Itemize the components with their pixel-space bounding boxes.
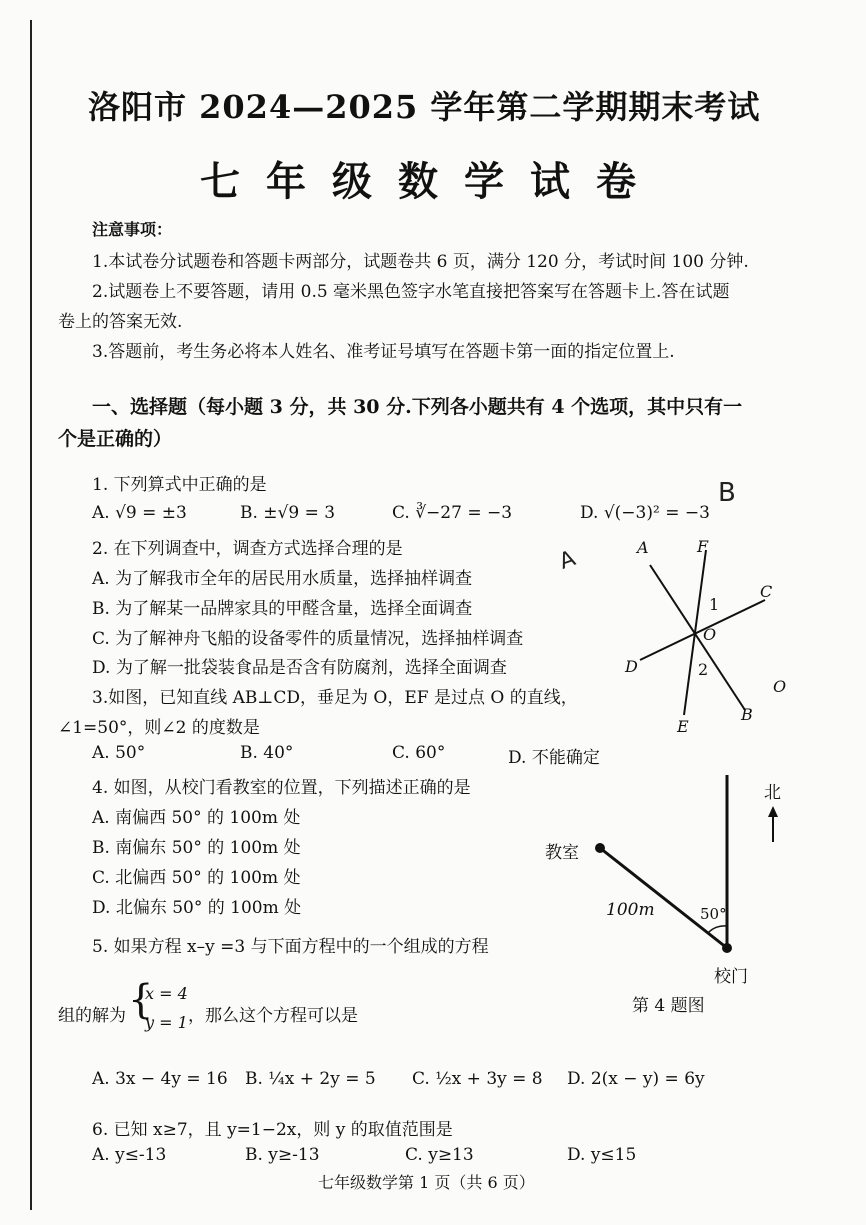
section-1-heading-cont: 个是正确的） [58,428,173,450]
q6-option-d: D. y≤15 [567,1145,637,1165]
angle-label: 50° [700,905,727,923]
q3-label-e: E [677,717,689,736]
gate-label: 校门 [714,967,748,987]
q3-label-1: 1 [709,595,720,614]
q4-option-a: A. 南偏西 50° 的 100m 处 [92,808,301,828]
q5-system-brace: { [128,977,154,1023]
q5-option-c: C. ½x + 3y = 8 [412,1069,543,1089]
q1-handwritten-mark: B [718,478,736,508]
q6-option-c: C. y≥13 [405,1145,474,1165]
q3-option-c: C. 60° [392,743,446,763]
distance-label: 100m [606,900,655,920]
q5-option-a: A. 3x − 4y = 16 [92,1069,228,1089]
q1-option-c: C. ∛−27 = −3 [392,503,513,523]
q6-option-b: B. y≥-13 [245,1145,320,1165]
q2-option-d: D. 为了解一批袋装食品是否含有防腐剂，选择全面调查 [92,658,507,678]
q5-stem-lead: 组的解为 [58,1006,126,1026]
q3-label-c: C [760,582,773,601]
q3-label-o: O [703,625,717,644]
q4-option-c: C. 北偏西 50° 的 100m 处 [92,868,301,888]
q6-option-a: A. y≤-13 [92,1145,167,1165]
q1-option-d: D. √(−3)² = −3 [580,503,710,523]
q3-label-a: A [637,538,649,557]
exam-subtitle: 七年级数学试卷 [200,158,662,205]
q3-stem-line1: 3.如图，已知直线 AB⊥CD，垂足为 O，EF 是过点 O 的直线， [92,688,578,708]
q5-system-eq2: y = 1 [145,1013,188,1032]
classroom-point [595,843,605,853]
q2-option-a: A. 为了解我市全年的居民用水质量，选择抽样调查 [92,569,473,589]
q2-stem: 2. 在下列调查中，调查方式选择合理的是 [92,539,403,559]
note-3: 3.答题前，考生务必将本人姓名、准考证号填写在答题卡第一面的指定位置上. [92,342,675,362]
q3-label-o-stray: O [773,677,787,696]
note-1: 1.本试卷分试题卷和答题卡两部分，试题卷共 6 页，满分 120 分，考试时间 100 分钟. [92,252,749,272]
exam-title: 洛阳市 2024—2025 学年第二学期期末考试 [88,88,761,126]
q3-stem-line2: ∠1=50°，则∠2 的度数是 [58,718,260,738]
q3-label-f: F [697,537,709,556]
binding-margin-line [30,20,32,1210]
north-arrow-head [768,806,778,817]
q4-stem: 4. 如图，从校门看教室的位置，下列描述正确的是 [92,778,471,798]
q1-stem: 1. 下列算式中正确的是 [92,475,267,495]
q3-option-b: B. 40° [240,743,294,763]
q4-option-b: B. 南偏东 50° 的 100m 处 [92,838,301,858]
path-line [600,848,727,948]
q2-handwritten-mark: A [556,546,579,575]
q4-option-d: D. 北偏东 50° 的 100m 处 [92,898,302,918]
q3-label-b: B [741,705,753,724]
north-label: 北 [764,783,781,803]
q1-option-a: A. √9 = ±3 [92,503,187,523]
angle-arc [708,926,727,933]
q4-figure-caption: 第 4 题图 [632,996,705,1016]
classroom-label: 教室 [545,843,579,863]
q2-option-b: B. 为了解某一品牌家具的甲醛含量，选择全面调查 [92,599,473,619]
notes-heading: 注意事项： [92,220,173,239]
gate-point [722,943,732,953]
q3-label-2: 2 [698,660,709,679]
note-2a: 2.试题卷上不要答题，请用 0.5 毫米黑色签字水笔直接把答案写在答题卡上.答在试题 [92,282,730,302]
q5-option-d: D. 2(x − y) = 6y [567,1069,705,1089]
page-footer: 七年级数学第 1 页（共 6 页） [318,1173,535,1192]
q3-option-a: A. 50° [92,743,146,763]
q5-system-eq1: x = 4 [145,984,188,1003]
section-1-heading: 一、选择题（每小题 3 分，共 30 分.下列各小题共有 4 个选项，其中只有一 [92,396,743,418]
q4-figure [590,770,790,970]
q5-option-b: B. ¼x + 2y = 5 [245,1069,376,1089]
q3-option-d: D. 不能确定 [508,748,600,768]
q6-stem: 6. 已知 x≥7，且 y=1−2x，则 y 的取值范围是 [92,1120,453,1140]
q1-option-b: B. ±√9 = 3 [240,503,336,523]
note-2b: 卷上的答案无效. [58,312,183,332]
q5-stem-tail: ，那么这个方程可以是 [188,1006,358,1026]
line-ab [650,565,745,710]
q5-stem-line1: 5. 如果方程 x–y =3 与下面方程中的一个组成的方程 [92,937,489,957]
q3-label-d: D [625,657,638,676]
q2-option-c: C. 为了解神舟飞船的设备零件的质量情况，选择抽样调查 [92,629,524,649]
